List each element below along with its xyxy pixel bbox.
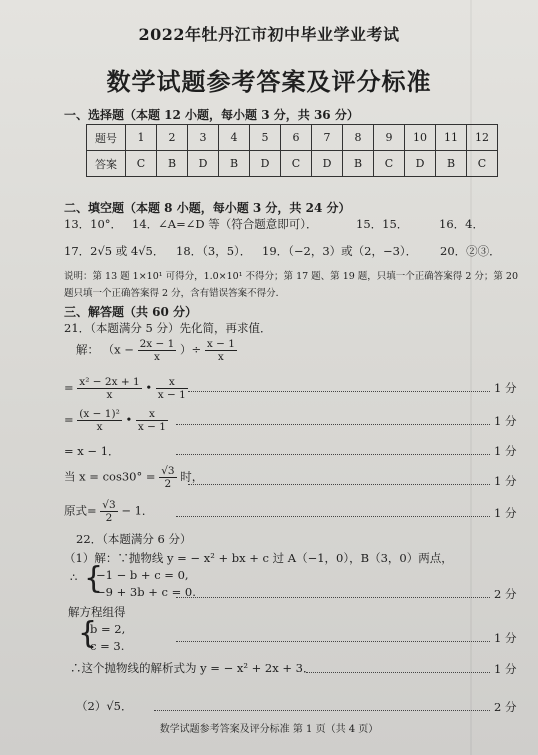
score-mark: 1 分 bbox=[494, 662, 517, 676]
left-brace: { bbox=[84, 561, 104, 596]
numerator: x bbox=[136, 408, 168, 421]
table-cell: C bbox=[467, 151, 498, 177]
denominator: x − 1 bbox=[137, 421, 166, 433]
table-cell: D bbox=[250, 151, 281, 177]
fraction bbox=[159, 465, 176, 490]
table-cell: 7 bbox=[312, 125, 343, 151]
denominator: 2 bbox=[164, 478, 172, 490]
denominator: x bbox=[217, 351, 224, 363]
answer-17: 17．2√5 或 4√5． bbox=[64, 244, 165, 258]
table-cell: 11 bbox=[436, 125, 467, 151]
table-cell: 3 bbox=[188, 125, 219, 151]
parabola-conclusion: ∴这个抛物线的解析式为 y = − x² + 2x + 3． bbox=[70, 661, 315, 675]
table-cell: 10 bbox=[405, 125, 436, 151]
expr-text: − 1． bbox=[121, 503, 154, 518]
numerator: √3 bbox=[161, 465, 175, 477]
solve-label: 解方程组得 bbox=[68, 605, 126, 619]
numerator: (x − 1)² bbox=[79, 408, 120, 420]
equals-sign: = bbox=[64, 380, 74, 395]
solution-b: b = 2, bbox=[90, 622, 126, 636]
table-row-answers bbox=[87, 151, 498, 177]
table-cell: 8 bbox=[343, 125, 374, 151]
q22-part1-statement: （1）解：∵抛物线 y = − x² + bx + c 过 A（−1，0），B（3，0）两点， bbox=[64, 551, 453, 565]
row-label-number: 题号 bbox=[87, 125, 126, 151]
q21-simplified: = x − 1． bbox=[64, 444, 120, 458]
expr-text: 当 x = cos30° = bbox=[64, 469, 156, 484]
fraction bbox=[100, 499, 117, 524]
denominator: x bbox=[154, 351, 160, 363]
scoring-note-line2: 题只填一个正确答案得 2 分，含有错误答案不得分． bbox=[64, 288, 286, 299]
solution-c: c = 3. bbox=[90, 639, 125, 653]
dotted-leader bbox=[306, 672, 490, 673]
numerator: 2x − 1 bbox=[139, 338, 175, 350]
table-cell: 2 bbox=[157, 125, 188, 151]
score-mark: 1 分 bbox=[494, 474, 517, 488]
score-mark: 1 分 bbox=[494, 444, 517, 458]
answer-15: 15．15． bbox=[356, 217, 409, 231]
fraction bbox=[156, 376, 188, 401]
answer-18: 18．（3，5）． bbox=[176, 244, 252, 258]
numerator: x² − 2x + 1 bbox=[79, 376, 140, 388]
dotted-leader bbox=[176, 424, 490, 425]
section1-heading: 一、选择题（本题 12 小题，每小题 3 分，共 36 分） bbox=[64, 108, 359, 122]
dotted-leader bbox=[176, 641, 490, 642]
answer-13: 13．10°． bbox=[64, 217, 123, 231]
q21-title: 21．（本题满分 5 分）先化简，再求值． bbox=[64, 321, 272, 335]
table-cell: 9 bbox=[374, 125, 405, 151]
table-row-numbers bbox=[87, 125, 498, 151]
expr-text: （x − bbox=[102, 342, 134, 357]
equals-sign: = bbox=[64, 412, 74, 427]
dotted-leader bbox=[176, 597, 490, 598]
section3-heading: 三、解答题（共 60 分） bbox=[64, 305, 198, 319]
section2-heading: 二、填空题（本题 8 小题，每小题 3 分，共 24 分） bbox=[64, 201, 351, 215]
q21-step-given bbox=[76, 338, 237, 363]
fraction bbox=[136, 408, 168, 433]
score-mark: 1 分 bbox=[494, 506, 517, 520]
score-mark: 1 分 bbox=[494, 414, 517, 428]
document-title: 数学试题参考答案及评分标准 bbox=[106, 67, 432, 96]
denominator: x − 1 bbox=[157, 389, 186, 401]
table-cell: 4 bbox=[219, 125, 250, 151]
table-cell: B bbox=[157, 151, 188, 177]
fraction bbox=[77, 408, 121, 433]
fraction bbox=[138, 338, 177, 363]
system-eq-1: −1 − b + c = 0, bbox=[96, 568, 189, 582]
q21-step-1 bbox=[64, 376, 188, 401]
table-cell: B bbox=[219, 151, 250, 177]
exam-title: 2022年牡丹江市初中毕业学业考试 bbox=[138, 25, 400, 44]
denominator: x bbox=[106, 389, 113, 401]
table-cell: C bbox=[126, 151, 157, 177]
system-eq-2: −9 + 3b + c = 0. bbox=[96, 585, 196, 599]
table-cell: 12 bbox=[467, 125, 498, 151]
answer-16: 16．4． bbox=[439, 217, 484, 231]
q21-substitute bbox=[64, 465, 203, 490]
numerator: x − 1 bbox=[206, 338, 235, 350]
table-cell: B bbox=[343, 151, 374, 177]
dotted-leader bbox=[188, 391, 490, 392]
table-cell: 5 bbox=[250, 125, 281, 151]
multiply-dot: • bbox=[145, 380, 153, 395]
q22-title: 22．（本题满分 6 分） bbox=[76, 532, 192, 546]
left-brace: { bbox=[78, 616, 98, 651]
denominator: 2 bbox=[105, 512, 113, 524]
table-cell: B bbox=[436, 151, 467, 177]
score-mark: 2 分 bbox=[494, 587, 517, 601]
score-mark: 1 分 bbox=[494, 631, 517, 645]
table-cell: C bbox=[281, 151, 312, 177]
page-footer: 数学试题参考答案及评分标准 第 1 页（共 4 页） bbox=[159, 724, 379, 735]
table-cell: 1 bbox=[126, 125, 157, 151]
answer-20: 20．②③． bbox=[440, 244, 501, 258]
expr-text: 时， bbox=[180, 469, 204, 484]
numerator: x bbox=[156, 376, 188, 389]
answer-14: 14．∠A=∠D 等（符合题意即可）． bbox=[132, 217, 318, 231]
row-label-answer: 答案 bbox=[87, 151, 126, 177]
score-mark: 2 分 bbox=[494, 700, 517, 714]
answer-table bbox=[86, 124, 498, 177]
q21-final bbox=[64, 499, 153, 524]
multiply-dot: • bbox=[125, 412, 133, 427]
fraction bbox=[77, 376, 141, 401]
table-cell: C bbox=[374, 151, 405, 177]
table-cell: D bbox=[312, 151, 343, 177]
table-cell: D bbox=[405, 151, 436, 177]
answer-19: 19．（−2，3）或（2，−3）． bbox=[262, 244, 418, 258]
solution-label: 解： bbox=[76, 342, 99, 357]
dotted-leader bbox=[176, 454, 490, 455]
table-cell: 6 bbox=[281, 125, 312, 151]
fraction bbox=[205, 338, 237, 363]
denominator: x bbox=[96, 421, 103, 433]
dotted-leader bbox=[154, 710, 490, 711]
q21-step-2 bbox=[64, 408, 168, 433]
numerator: √3 bbox=[102, 499, 116, 511]
dotted-leader bbox=[188, 484, 490, 485]
table-cell: D bbox=[188, 151, 219, 177]
q22-part2-answer: （2）√5． bbox=[76, 699, 133, 713]
scoring-note-line1: 说明：第 13 题 1×10¹ 可得分，1.0×10¹ 不得分；第 17 题、第 19 题，只填一个正确答案得 2 分；第 20 bbox=[64, 271, 519, 282]
therefore-symbol: ∴ bbox=[70, 570, 78, 584]
expr-text: ）÷ bbox=[180, 342, 202, 357]
dotted-leader bbox=[176, 516, 490, 517]
score-mark: 1 分 bbox=[494, 381, 517, 395]
expr-text: 原式= bbox=[64, 503, 97, 518]
